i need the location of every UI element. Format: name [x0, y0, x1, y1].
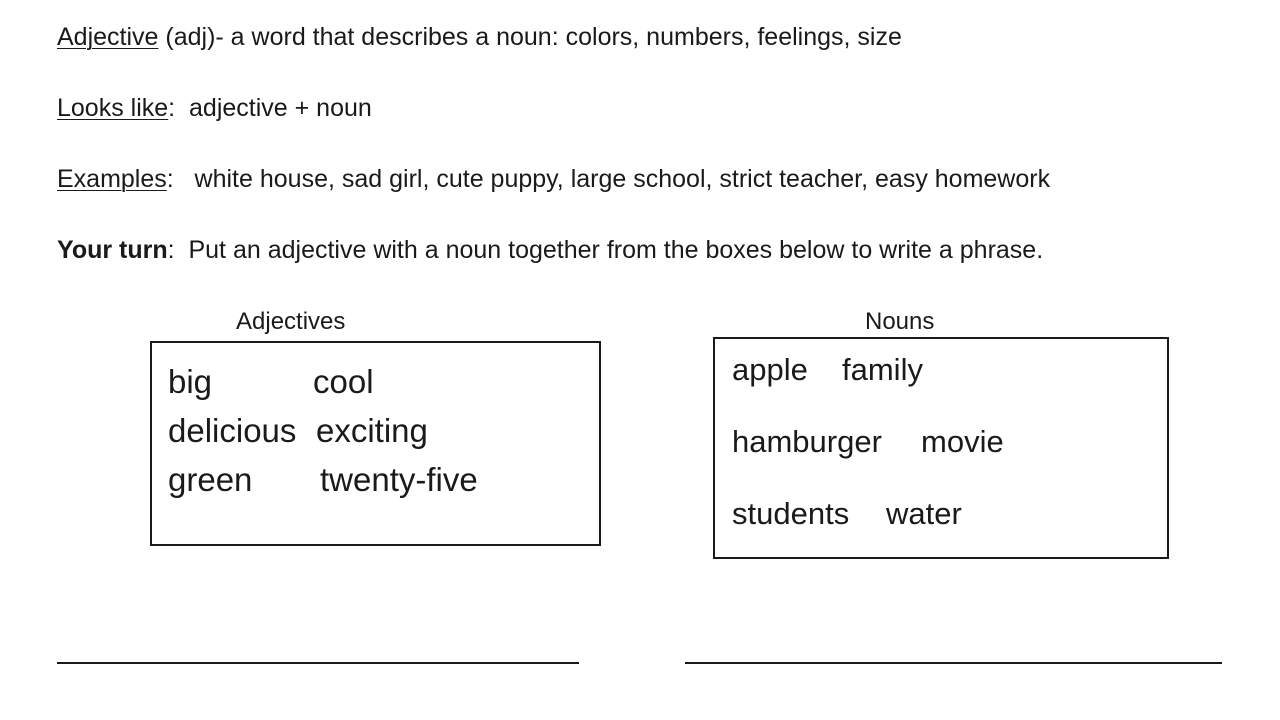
noun-word: family: [842, 352, 923, 387]
noun-word: movie: [921, 424, 1004, 459]
your-turn-label: Your turn: [57, 236, 168, 264]
nouns-title: Nouns: [865, 308, 935, 335]
adjective-word: twenty-five: [320, 461, 478, 498]
answer-line-left[interactable]: [57, 662, 579, 664]
looks-like-label: Looks like: [57, 94, 169, 122]
adjective-word: exciting: [316, 412, 428, 449]
noun-word: apple: [732, 352, 808, 387]
definition-text: (adj)- a word that describes a noun: colors, numbers, feelings, size: [158, 23, 902, 51]
adjective-word: cool: [313, 363, 374, 400]
adjectives-title: Adjectives: [236, 308, 346, 335]
noun-word: students: [732, 496, 850, 531]
looks-like-text: : adjective + noun: [168, 94, 372, 122]
examples-text: : white house, sad girl, cute puppy, large school, strict teacher, easy homework: [166, 165, 1051, 193]
adjective-word: big: [168, 363, 213, 400]
adjective-word: delicious: [168, 412, 297, 449]
adjectives-box: [150, 341, 601, 546]
your-turn-text: : Put an adjective with a noun together from the boxes below to write a phrase.: [167, 236, 1044, 264]
examples-label: Examples: [57, 165, 167, 193]
nouns-box: [713, 337, 1169, 559]
examples-line: [57, 167, 1050, 192]
adjective-word: green: [168, 461, 253, 498]
definition-term: Adjective: [57, 23, 159, 51]
definition-line: [57, 25, 902, 50]
noun-word: hamburger: [732, 424, 882, 459]
answer-line-right[interactable]: [685, 662, 1222, 664]
noun-word: water: [886, 496, 962, 531]
your-turn-line: [57, 238, 1043, 263]
looks-like-line: [57, 96, 372, 121]
